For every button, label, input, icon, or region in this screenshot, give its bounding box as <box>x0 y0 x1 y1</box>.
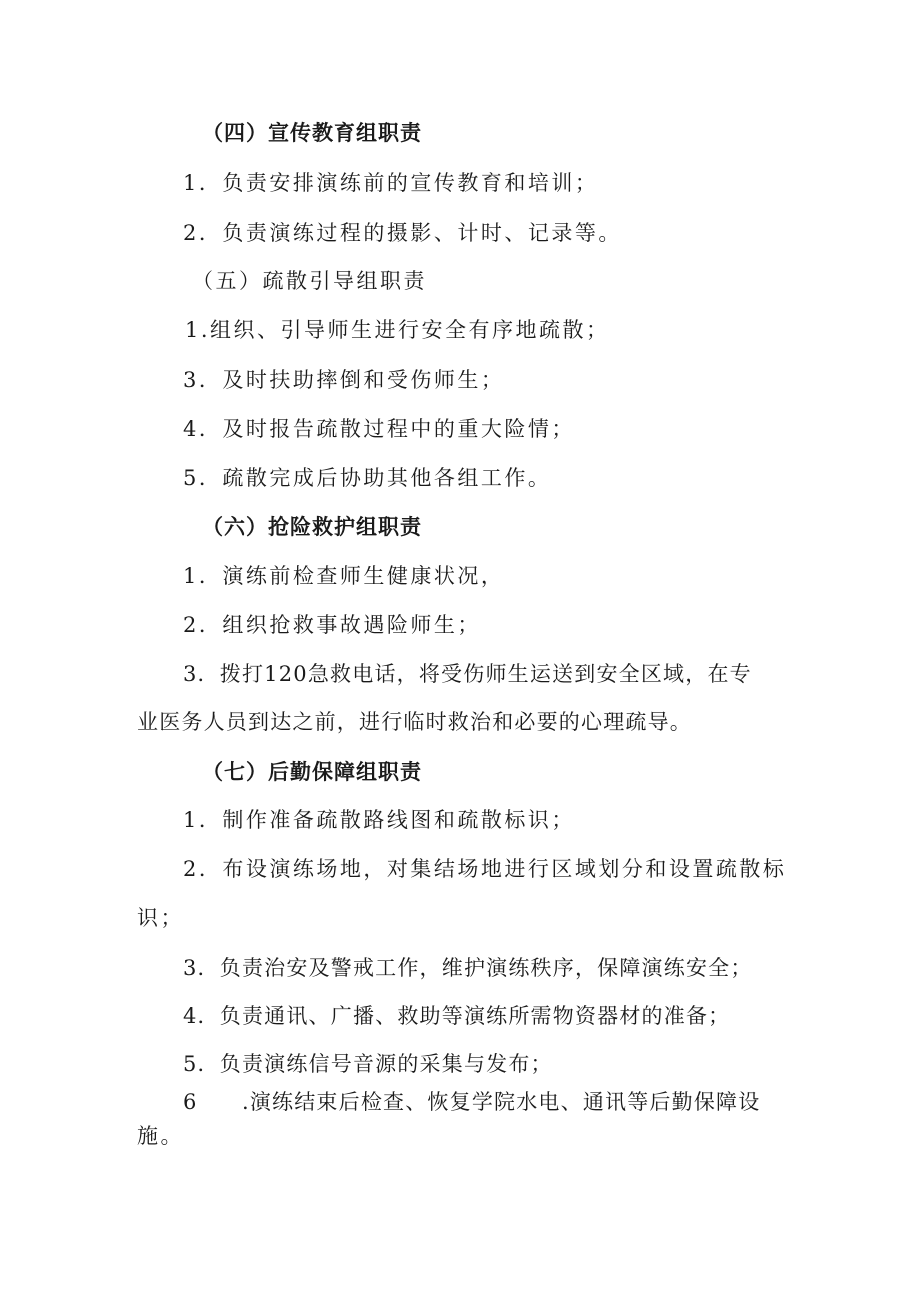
section-heading-7: （七）后勤保障组职责 <box>202 759 422 784</box>
section-7-item-4: 4．负责通讯、广播、救助等演练所需物资器材的准备； <box>183 1004 731 1028</box>
section-7-item-2: 2．布设演练场地，对集结场地进行区域划分和设置疏散标 <box>183 857 787 881</box>
section-7-item-6: 6 .演练结束后检查、恢复学院水电、通讯等后勤保障设 <box>183 1090 761 1114</box>
section-5-item-1: 1.组织、引导师生进行安全有序地疏散； <box>185 318 610 342</box>
section-5-item-3: 4．及时报告疏散过程中的重大险情； <box>183 417 575 441</box>
section-7-item-2-continued: 识； <box>137 906 184 930</box>
section-4-item-2: 2．负责演练过程的摄影、计时、记录等。 <box>183 221 622 245</box>
section-7-item-5: 5．负责演练信号音源的采集与发布； <box>183 1052 553 1076</box>
section-7-item-3: 3．负责治安及警戒工作，维护演练秩序，保障演练安全； <box>183 956 753 980</box>
section-6-item-3: 3．拨打120急救电话，将受伤师生运送到安全区域，在专 <box>183 662 752 686</box>
section-6-item-2: 2．组织抢救事故遇险师生； <box>183 613 481 637</box>
section-7-item-6-continued: 施。 <box>137 1124 184 1148</box>
section-5-item-4: 5．疏散完成后协助其他各组工作。 <box>183 466 552 490</box>
section-heading-5: （五）疏散引导组职责 <box>192 269 427 293</box>
section-heading-6: （六）抢险救护组职责 <box>202 514 422 539</box>
section-6-item-1: 1．演练前检查师生健康状况， <box>183 564 505 588</box>
section-6-item-3-continued: 业医务人员到达之前，进行临时救治和必要的心理疏导。 <box>137 710 692 734</box>
section-heading-4: （四）宣传教育组职责 <box>202 120 422 145</box>
section-7-item-1: 1．制作准备疏散路线图和疏散标识； <box>183 808 575 832</box>
section-4-item-1: 1．负责安排演练前的宣传教育和培训； <box>183 171 599 195</box>
section-5-item-2: 3．及时扶助摔倒和受伤师生； <box>183 368 505 392</box>
